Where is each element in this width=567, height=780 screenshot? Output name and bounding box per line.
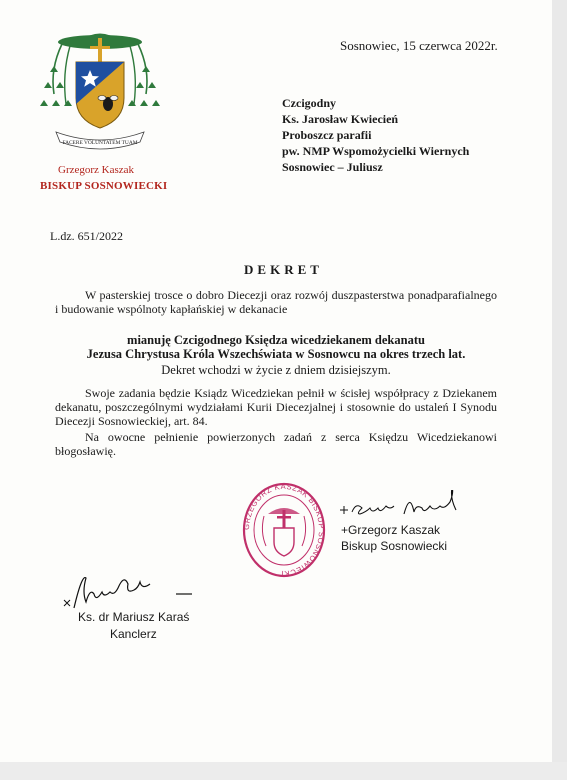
bishop-handwritten-signature-icon: [338, 490, 468, 524]
svg-text:GRZEGORZ KASZAK BISKUP SOSNOWI: [242, 482, 326, 578]
bishop-signature-name: +Grzegorz Kaszak: [341, 523, 441, 537]
issuer-name: Grzegorz Kaszak: [58, 164, 135, 176]
appointment-line: Jezusa Chrystusa Króla Wszechświata w Sosnowcu na okres trzech lat.: [86, 347, 466, 361]
chancellor-name: Ks. dr Mariusz Karaś: [78, 610, 190, 624]
recipient-line: Sosnowiec – Juliusz: [282, 160, 383, 174]
document-title: DEKRET: [244, 262, 323, 277]
recipient-line: Proboszcz parafii: [282, 128, 372, 142]
crest-motto: FACERE VOLUNTATEM TUAM: [62, 140, 138, 146]
issuer-title: BISKUP SOSNOWIECKI: [40, 180, 168, 192]
letter-date: Sosnowiec, 15 czerwca 2022r.: [340, 38, 498, 53]
effective-date-line: Dekret wchodzi w życie z dniem dzisiejszym.: [161, 363, 391, 377]
recipient-line: Czcigodny: [282, 96, 336, 110]
reference-number: L.dz. 651/2022: [50, 229, 123, 243]
episcopal-seal-icon: [240, 480, 328, 580]
bishop-signature-title: Biskup Sosnowiecki: [341, 539, 448, 553]
scan-edge-bottom: [0, 762, 567, 780]
recipient-line: Ks. Jarosław Kwiecień: [282, 112, 399, 126]
seal-text: GRZEGORZ KASZAK BISKUP SOSNOWIECKI: [241, 481, 327, 579]
recipient-address: [282, 95, 469, 175]
intro-paragraph: W pasterskiej trosce o dobro Diecezji oraz rozwój duszpasterstwa ponadparafialnego i budowanie wspólnoty kapłańskiej w dekanacie: [55, 288, 497, 316]
coat-of-arms-icon: [40, 24, 160, 159]
duties-paragraph: Swoje zadania będzie Ksiądz Wicedziekan pełnił w ścisłej współpracy z Dziekanem dekanatu, poszczególnymi wydziałami Kurii Diecezjalnej i stosownie do ustaleń I Synodu Diecezji Sosnowieckiej, art. 84.: [55, 386, 497, 428]
blessing-paragraph: Na owocne pełnienie powierzonych zadań z serca Księdzu Wicedziekanowi błogosławię.: [55, 430, 497, 458]
recipient-line: pw. NMP Wspomożycielki Wiernych: [282, 144, 470, 158]
appointment-line: mianuję Czcigodnego Księdza wicedziekanem dekanatu: [127, 333, 425, 347]
chancellor-title: Kanclerz: [110, 627, 157, 641]
scan-edge-right: [552, 0, 567, 780]
